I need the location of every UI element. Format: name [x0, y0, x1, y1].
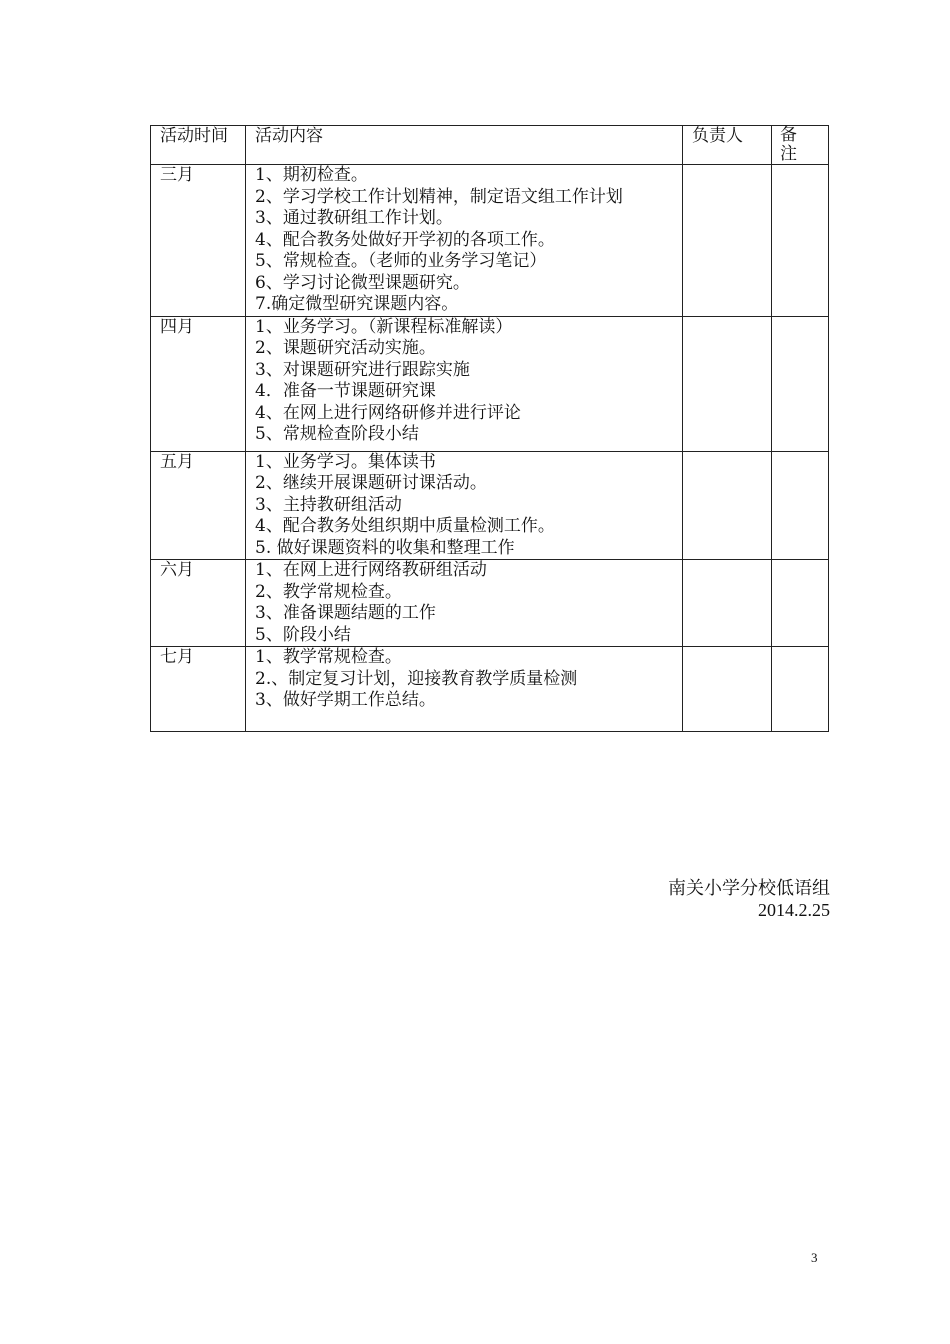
- signature-date: 2014.2.25: [758, 900, 830, 920]
- owner-cell: [683, 165, 772, 317]
- owner-cell: [683, 560, 772, 647]
- table-row: [151, 165, 829, 317]
- content-item: 5、常规检查。（老师的业务学习笔记）: [255, 251, 547, 271]
- content-item: 2、继续开展课题研讨课活动。: [255, 473, 487, 493]
- content-item: 2、课题研究活动实施。: [255, 338, 436, 358]
- content-item: 4、配合教务处做好开学初的各项工作。: [255, 229, 555, 250]
- content-item: 4、在网上进行网络研修并进行评论: [255, 402, 521, 423]
- owner-cell: [683, 316, 772, 451]
- header-responsible-person: 负责人: [683, 126, 772, 165]
- content-item: 3、做好学期工作总结。: [255, 690, 436, 710]
- header-activity-time: 活动时间: [151, 126, 246, 165]
- content-item: 4．准备一节课题研究课: [255, 381, 436, 401]
- month-cell: 五月: [151, 451, 246, 560]
- content-item: 4、配合教务处组织期中质量检测工作。: [255, 516, 555, 536]
- content-item: 1、教学常规检查。: [255, 647, 402, 667]
- table-row: [151, 451, 829, 560]
- month-cell: 六月: [151, 560, 246, 647]
- page-number: 3: [811, 1250, 818, 1265]
- table-header-row: [151, 126, 829, 165]
- month-cell: 四月: [151, 316, 246, 451]
- content-item: 2、教学常规检查。: [255, 581, 402, 602]
- owner-cell: [683, 647, 772, 732]
- content-cell: [246, 647, 683, 732]
- content-cell: [246, 560, 683, 647]
- content-item: 6、学习讨论微型课题研究。: [255, 272, 470, 293]
- signature-organization: 南关小学分校低语组: [668, 878, 830, 899]
- content-item: 2.、制定复习计划，迎接教育教学质量检测: [255, 668, 578, 689]
- content-item: 5、常规检查阶段小结: [255, 424, 419, 444]
- content-item: 1、业务学习。集体读书: [255, 451, 436, 472]
- content-item: 2、学习学校工作计划精神，制定语文组工作计划: [255, 186, 623, 207]
- table-row: [151, 316, 829, 451]
- remarks-cell: [772, 647, 829, 732]
- content-item: 3、主持教研组活动: [255, 494, 402, 515]
- header-remarks-line1: 备: [780, 125, 797, 145]
- table-row: [151, 647, 829, 732]
- header-activity-content: 活动内容: [246, 126, 683, 165]
- content-item: 1、在网上进行网络教研组活动: [255, 560, 487, 580]
- remarks-cell: [772, 451, 829, 560]
- content-item: 3、通过教研组工作计划。: [255, 208, 453, 228]
- content-item: 1、期初检查。: [255, 165, 368, 185]
- owner-cell: [683, 451, 772, 560]
- remarks-cell: [772, 316, 829, 451]
- remarks-cell: [772, 165, 829, 317]
- month-cell: 三月: [151, 165, 246, 317]
- activity-plan-table: [150, 125, 829, 732]
- month-cell: 七月: [151, 647, 246, 732]
- content-item: 5. 做好课题资料的收集和整理工作: [255, 537, 515, 558]
- content-item: 7.确定微型研究课题内容。: [255, 294, 459, 314]
- content-item: 3、准备课题结题的工作: [255, 603, 436, 623]
- content-item: 1、业务学习。（新课程标准解读）: [255, 316, 513, 337]
- content-cell: [246, 316, 683, 451]
- content-cell: [246, 165, 683, 317]
- content-item: 5、阶段小结: [255, 624, 351, 645]
- table-row: [151, 560, 829, 647]
- content-item: 3、对课题研究进行跟踪实施: [255, 359, 470, 380]
- remarks-cell: [772, 560, 829, 647]
- header-remarks-line2: 注: [780, 144, 797, 164]
- header-remarks: [772, 126, 829, 165]
- content-cell: [246, 451, 683, 560]
